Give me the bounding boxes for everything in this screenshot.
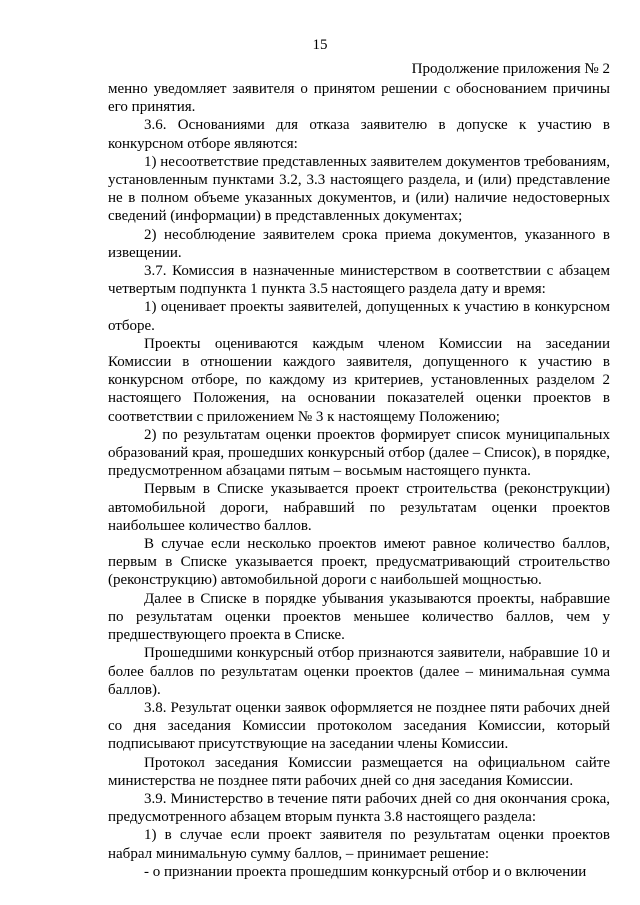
- paragraph: 2) несоблюдение заявителем срока приема документов, указанного в извещении.: [108, 226, 610, 261]
- paragraph: Первым в Списке указывается проект строительства (реконструкции) автомобильной дороги, набравший по результатам оценки проектов наибольшее количество баллов.: [108, 481, 610, 534]
- paragraph: 3.9. Министерство в течение пяти рабочих дней со дня окончания срока, предусмотренного абзацем вторым пункта 3.8 настоящего раздела:: [108, 790, 610, 826]
- paragraph: 2) по результатам оценки проектов формирует список муниципальных образований края, прошедших конкурсный отбор (далее – Список), в порядке, предусмотренном абзацами пятым – восьмым настоящего пункта.: [108, 426, 610, 480]
- paragraph: 1) несоответствие представленных заявителем документов требованиям, установленным пунктами 3.2, 3.3 настоящего раздела, и (или) представление не в полном объеме указанных документов, и (или) наличие недостоверных сведений (информации) в представленных документах;: [108, 153, 610, 225]
- paragraph: Прошедшими конкурсный отбор признаются заявители, набравшие 10 и более баллов по результатам оценки проектов (далее – минимальная сумма баллов).: [108, 645, 610, 698]
- paragraph: Протокол заседания Комиссии размещается на официальном сайте министерства не позднее пяти рабочих дней со дня заседания Комиссии.: [108, 754, 610, 789]
- paragraph: 3.8. Результат оценки заявок оформляется не позднее пяти рабочих дней со дня заседания Комиссии протоколом заседания Комиссии, который подписывают присутствующие на заседании члены Комиссии.: [108, 699, 610, 753]
- paragraph: менно уведомляет заявителя о принятом решении с обоснованием причины его принятия.: [108, 81, 610, 116]
- document-body: [108, 80, 610, 881]
- paragraph: - о признании проекта прошедшим конкурсный отбор и о включении: [144, 863, 587, 880]
- appendix-continuation-note: Продолжение приложения № 2: [411, 61, 610, 77]
- paragraph: 3.6. Основаниями для отказа заявителю в допуске к участию в конкурсном отборе являются:: [108, 117, 610, 152]
- paragraph: 1) оценивает проекты заявителей, допущенных к участию в конкурсном отборе.: [108, 299, 610, 334]
- paragraph: Далее в Списке в порядке убывания указываются проекты, набравшие по результатам оценки проектов меньшее количество баллов, чем у предшествующего проекта в Списке.: [108, 590, 610, 644]
- page-number: 15: [312, 37, 328, 53]
- paragraph: Проекты оцениваются каждым членом Комиссии на заседании Комиссии в отношении каждого заявителя, допущенного к участию в конкурсном отборе, по каждому из критериев, установленных разделом 2 настоящего Положения, на основании показателей оценки проектов в соответствии с приложением № 3 к настоящему Положению;: [108, 335, 610, 425]
- paragraph: 1) в случае если проект заявителя по результатам оценки проектов набрал минимальную сумму баллов, – принимает решение:: [108, 827, 610, 862]
- paragraph: В случае если несколько проектов имеют равное количество баллов, первым в Списке указывается проект, предусматривающий строительство (реконструкцию) автомобильной дороги с наибольшей мощностью.: [108, 536, 610, 589]
- paragraph: 3.7. Комиссия в назначенные министерством в соответствии с абзацем четвертым подпункта 1 пункта 3.5 настоящего раздела дату и время:: [108, 263, 610, 298]
